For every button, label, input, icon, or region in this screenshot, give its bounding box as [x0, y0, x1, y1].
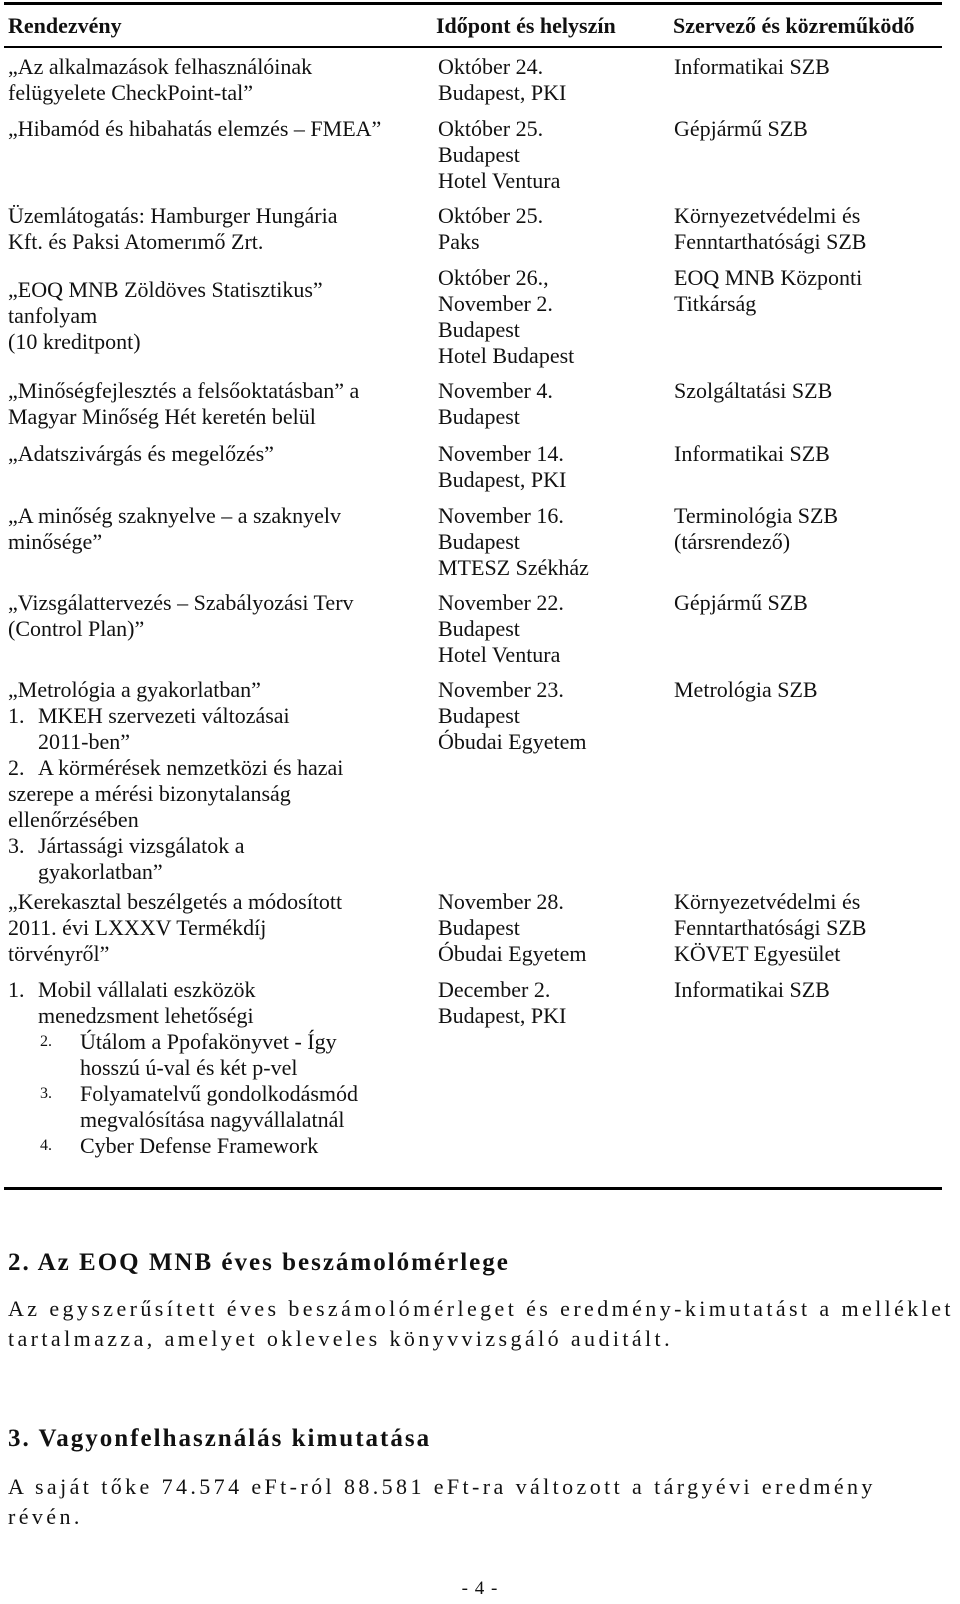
section-2-text: Az egyszerűsített éves beszámolómérleget és eredmény-kimutatást a melléklet tartalmazza, amelyet okleveles könyvvizsgáló auditált.: [8, 1296, 954, 1351]
time-line: November 14.: [438, 441, 564, 466]
time-line: November 23.: [438, 677, 564, 702]
item-line: gyakorlatban”: [38, 859, 163, 884]
agenda-item: [8, 977, 428, 1029]
header-organizer: Szervező és közreműködő: [673, 13, 915, 38]
organizer-line: Gépjármű SZB: [674, 116, 808, 141]
header-event: Rendezvény: [8, 13, 122, 38]
item-line: A körmérések nemzetközi és hazai: [38, 755, 344, 780]
agenda-item: [8, 833, 428, 885]
organizer-line: Terminológia SZB: [674, 503, 839, 528]
event-line: Kft. és Paksi Atomerımő Zrt.: [8, 229, 264, 254]
time-place-cell: [438, 203, 663, 255]
place-line: Budapest: [438, 616, 520, 641]
item-line: menedzsment lehetőségi: [38, 1003, 254, 1028]
item-number: 3.: [8, 833, 25, 858]
item-line: Mobil vállalati eszközök: [38, 977, 256, 1002]
time-place-cell: [438, 889, 663, 967]
organizer-cell: [674, 203, 956, 255]
organizer-line: (társrendező): [674, 529, 791, 554]
organizer-line: Fenntarthatósági SZB: [674, 915, 867, 940]
place-line: Budapest: [438, 529, 520, 554]
table-header-rule: [4, 46, 942, 48]
organizer-line: Környezetvédelmi és: [674, 203, 861, 228]
agenda-item: [8, 1029, 428, 1081]
section-2-heading: 2. Az EOQ MNB éves beszámolómérlege: [8, 1249, 510, 1276]
event-cell: [8, 677, 428, 885]
organizer-line: Informatikai SZB: [674, 977, 830, 1002]
organizer-cell: [674, 677, 956, 703]
agenda-item: [8, 703, 428, 755]
organizer-line: EOQ MNB Központi: [674, 265, 863, 290]
place-line: Budapest, PKI: [438, 467, 567, 492]
organizer-line: Informatikai SZB: [674, 54, 830, 79]
event-title: „Metrológia a gyakorlatban”: [8, 677, 261, 702]
item-number: 1.: [8, 703, 25, 728]
event-cell: [8, 54, 428, 106]
time-place-cell: [438, 378, 663, 430]
event-line: tanfolyam: [8, 303, 98, 328]
event-line: „EOQ MNB Zöldöves Statisztikus”: [8, 277, 323, 302]
place-line: Hotel Ventura: [438, 642, 561, 667]
event-cell: [8, 116, 428, 142]
item-line: 2011-ben”: [38, 729, 131, 754]
organizer-line: Fenntarthatósági SZB: [674, 229, 867, 254]
table-top-rule: [4, 2, 942, 5]
event-cell: [8, 277, 428, 355]
item-line: Folyamatelvű gondolkodásmód: [80, 1081, 359, 1106]
organizer-cell: [674, 889, 956, 967]
place-line: Paks: [438, 229, 480, 254]
time-place-cell: [438, 590, 663, 668]
time-place-cell: [438, 116, 663, 194]
item-text: [80, 1133, 428, 1159]
place-line: Budapest, PKI: [438, 1003, 567, 1028]
event-line: Magyar Minőség Hét keretén belül: [8, 404, 316, 429]
organizer-cell: [674, 503, 956, 555]
event-cell: [8, 203, 428, 255]
agenda-item: [8, 1081, 428, 1133]
item-line: MKEH szervezeti változásai: [38, 703, 290, 728]
place-line: Óbudai Egyetem: [438, 941, 587, 966]
event-line: törvényről”: [8, 941, 110, 966]
item-number: 2.: [40, 1033, 52, 1050]
item-text: [38, 703, 428, 755]
section-3-text: A saját tőke 74.574 eFt-ról 88.581 eFt-ra változott a tárgyévi eredmény révén.: [8, 1474, 876, 1529]
place-line: Budapest: [438, 142, 520, 167]
place-line: Budapest: [438, 404, 520, 429]
event-line: 2011. évi LXXXV Termékdíj: [8, 915, 267, 940]
item-text: [80, 1029, 428, 1081]
organizer-line: Szolgáltatási SZB: [674, 378, 833, 403]
item-text: [38, 833, 428, 885]
organizer-line: Környezetvédelmi és: [674, 889, 861, 914]
organizer-cell: [674, 265, 956, 317]
place-line: Budapest, PKI: [438, 80, 567, 105]
organizer-cell: [674, 54, 956, 80]
time-place-cell: [438, 441, 663, 493]
time-place-cell: [438, 977, 663, 1029]
item-number: 1.: [8, 977, 25, 1002]
time-line: November 16.: [438, 503, 564, 528]
organizer-line: Metrológia SZB: [674, 677, 818, 702]
time-line: November 4.: [438, 378, 553, 403]
event-cell: [8, 590, 428, 642]
event-line: Üzemlátogatás: Hamburger Hungária: [8, 203, 338, 228]
place-line: MTESZ Székház: [438, 555, 589, 580]
page-number: - 4 -: [461, 1578, 499, 1599]
event-line: felügyelete CheckPoint-tal”: [8, 80, 253, 105]
event-line: „Az alkalmazások felhasználóinak: [8, 54, 313, 79]
organizer-line: Gépjármű SZB: [674, 590, 808, 615]
item-line: Jártassági vizsgálatok a: [38, 833, 245, 858]
item-number: 3.: [40, 1085, 52, 1102]
event-cell: [8, 503, 428, 555]
item-text: [38, 977, 428, 1029]
organizer-line: KÖVET Egyesület: [674, 941, 841, 966]
place-line: Óbudai Egyetem: [438, 729, 587, 754]
organizer-line: Informatikai SZB: [674, 441, 830, 466]
item-line: ellenőrzésében: [8, 807, 139, 832]
place-line: Budapest: [438, 703, 520, 728]
event-line: „Minőségfejlesztés a felsőoktatásban” a: [8, 378, 360, 403]
organizer-cell: [674, 977, 956, 1003]
event-line: „Kerekasztal beszélgetés a módosított: [8, 889, 343, 914]
time-place-cell: [438, 265, 663, 369]
event-line: (Control Plan)”: [8, 616, 145, 641]
table-bottom-rule: [4, 1187, 942, 1190]
organizer-cell: [674, 441, 956, 467]
time-line: November 2.: [438, 291, 553, 316]
item-line: szerepe a mérési bizonytalanság: [8, 781, 291, 806]
event-cell: [8, 889, 428, 967]
time-line: December 2.: [438, 977, 551, 1002]
event-line: (10 kreditpont): [8, 329, 141, 354]
time-line: Október 26.,: [438, 265, 549, 290]
time-place-cell: [438, 677, 663, 755]
item-line: Cyber Defense Framework: [80, 1133, 319, 1158]
time-line: Október 25.: [438, 203, 544, 228]
event-line: „A minőség szaknyelve – a szaknyelv: [8, 503, 341, 528]
event-cell: [8, 378, 428, 430]
time-line: Október 24.: [438, 54, 544, 79]
item-line: Útálom a Ppofakönyvet - Így: [80, 1029, 337, 1054]
event-line: „Vizsgálattervezés – Szabályozási Terv: [8, 590, 354, 615]
item-number: 2.: [8, 755, 25, 780]
time-line: November 22.: [438, 590, 564, 615]
event-line: „Hibamód és hibahatás elemzés – FMEA”: [8, 116, 382, 141]
item-line: hosszú ú-val és két p-vel: [80, 1055, 298, 1080]
time-line: Október 25.: [438, 116, 544, 141]
item-text: [38, 755, 428, 781]
organizer-cell: [674, 378, 956, 404]
item-line: megvalósítása nagyvállalatnál: [80, 1107, 345, 1132]
event-line: minősége”: [8, 529, 103, 554]
place-line: Budapest: [438, 317, 520, 342]
event-line: „Adatszivárgás és megelőzés”: [8, 441, 274, 466]
agenda-item: [8, 1133, 428, 1159]
item-text: [80, 1081, 428, 1133]
event-cell: [8, 441, 428, 467]
time-line: November 28.: [438, 889, 564, 914]
place-line: Budapest: [438, 915, 520, 940]
organizer-line: Titkárság: [674, 291, 757, 316]
agenda-item: [8, 755, 428, 781]
section-3-heading: 3. Vagyonfelhasználás kimutatása: [8, 1425, 432, 1452]
event-cell: [8, 977, 428, 1159]
header-time-place: Időpont és helyszín: [436, 13, 616, 38]
time-place-cell: [438, 503, 663, 581]
place-line: Hotel Budapest: [438, 343, 575, 368]
organizer-cell: [674, 590, 956, 616]
time-place-cell: [438, 54, 663, 106]
organizer-cell: [674, 116, 956, 142]
place-line: Hotel Ventura: [438, 168, 561, 193]
item-number: 4.: [40, 1137, 52, 1154]
